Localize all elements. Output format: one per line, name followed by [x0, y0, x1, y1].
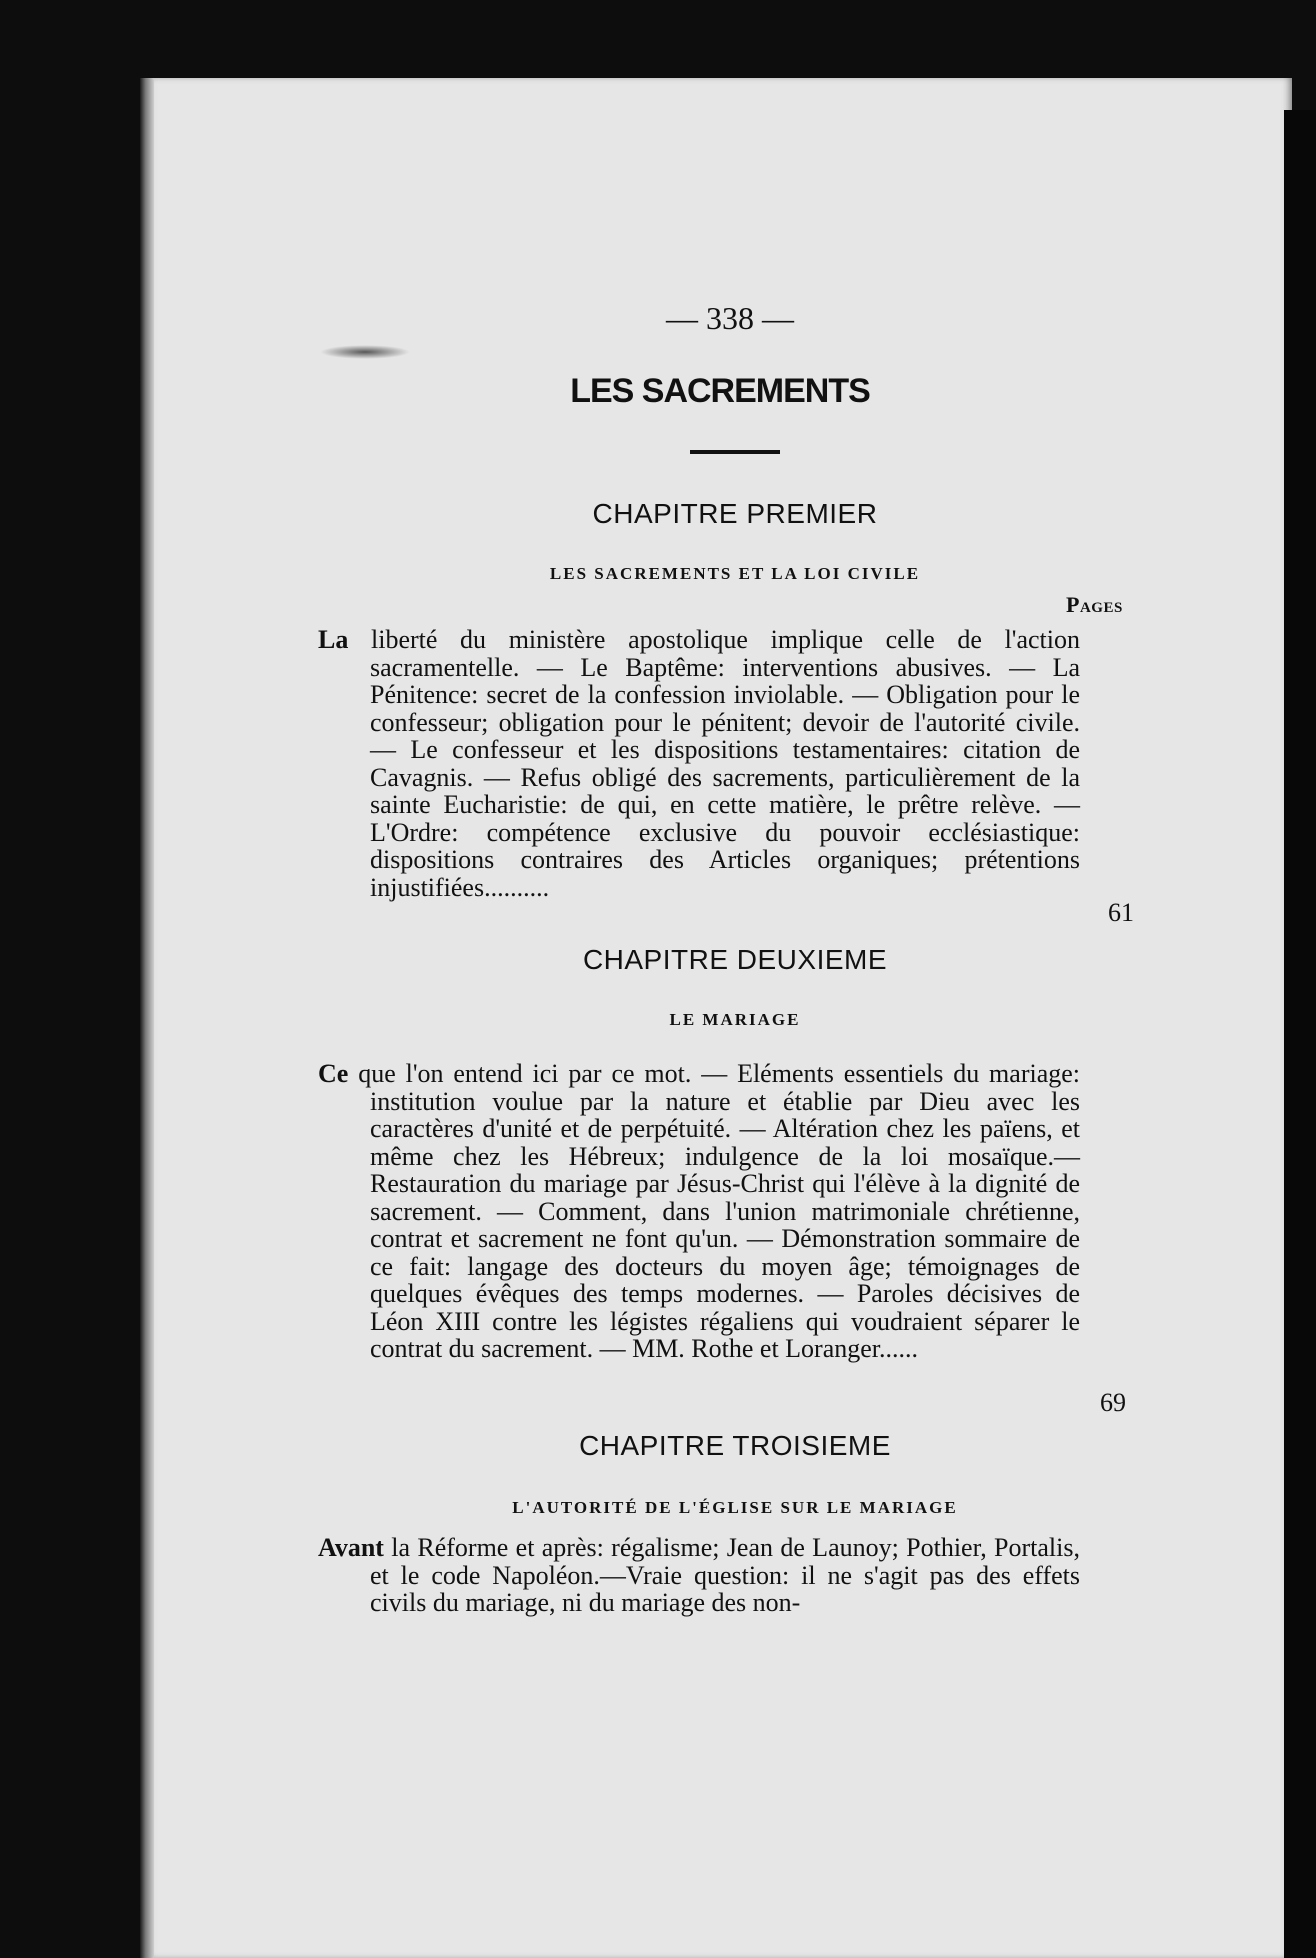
page-gutter-shadow: [140, 78, 154, 1958]
chapter-2-heading: CHAPITRE DEUXIEME: [582, 944, 888, 975]
chapter-1-page-ref: 61: [1108, 898, 1134, 927]
chapter-3-summary: [318, 1533, 1080, 1617]
chapter-1-summary: [318, 625, 1081, 902]
chapter-3-heading: CHAPITRE TROISIEME: [579, 1430, 891, 1461]
chapter-2-page-ref: 69: [1100, 1388, 1126, 1417]
part-title: LES SACREMENTS: [570, 372, 870, 410]
chapter-2-lead-word: Ce: [318, 1059, 349, 1088]
chapter-1-heading: CHAPITRE PREMIER: [592, 498, 878, 529]
pages-column-label: Pages: [1066, 592, 1123, 617]
chapter-2-summary: [318, 1059, 1081, 1363]
chapter-1-text: liberté du ministère apostolique implique celle de l'action sacramentelle. — Le Baptême: interventions abusives. — La Pénitence: secret de la confession inviolable. — Obligation pour le confesseur; obligation pour le pénitent; devoir de l'autorité civile. — Le confesseur et les dispositions testamentaires: citation de Cavagnis. — Refus obligé des sacrements, particulièrement de la sainte Eucharistie: de qui, en cette matière, le prêtre relève. — L'Ordre: compétence exclusive du pouvoir ecclésiastique: dispositions contraires des Articles organiques; prétentions injustifiées..........: [370, 625, 1081, 902]
chapter-3-lead-word: Avant: [318, 1533, 384, 1562]
chapter-3-text: la Réforme et après: régalisme; Jean de Launoy; Pothier, Portalis, et le code Napoléon.—Vraie question: il ne s'agit pas des effets civils du mariage, ni du mariage des non-: [370, 1533, 1080, 1617]
page-number: — 338 —: [666, 300, 794, 336]
title-rule: [690, 450, 780, 454]
chapter-3-subtitle: L'AUTORITÉ DE L'ÉGLISE SUR LE MARIAGE: [512, 1498, 958, 1517]
chapter-1-subtitle: LES SACREMENTS ET LA LOI CIVILE: [549, 564, 921, 583]
ink-smudge: [320, 345, 410, 359]
chapter-2-subtitle: LE MARIAGE: [669, 1010, 801, 1029]
facing-page-edge: [1284, 110, 1316, 1958]
chapter-1-lead-word: La: [318, 625, 349, 654]
chapter-2-text: que l'on entend ici par ce mot. — Eléments essentiels du mariage: institution voulue par la nature et établie par Dieu avec les caractères d'unité et de perpétuité. — Altération chez les païens, et même chez les Hébreux; indulgence de la loi mosaïque.—Restauration du mariage par Jésus-Christ qui l'élève à la dignité de sacrement. — Comment, dans l'union matrimoniale chrétienne, contrat et sacrement ne font qu'un. — Démonstration sommaire de ce fait: langage des docteurs du moyen âge; témoignages de quelques évêques des temps modernes. — Paroles décisives de Léon XIII contre les légistes régaliens qui voudraient séparer le contrat du sacrement. — MM. Rothe et Loranger......: [358, 1059, 1081, 1363]
